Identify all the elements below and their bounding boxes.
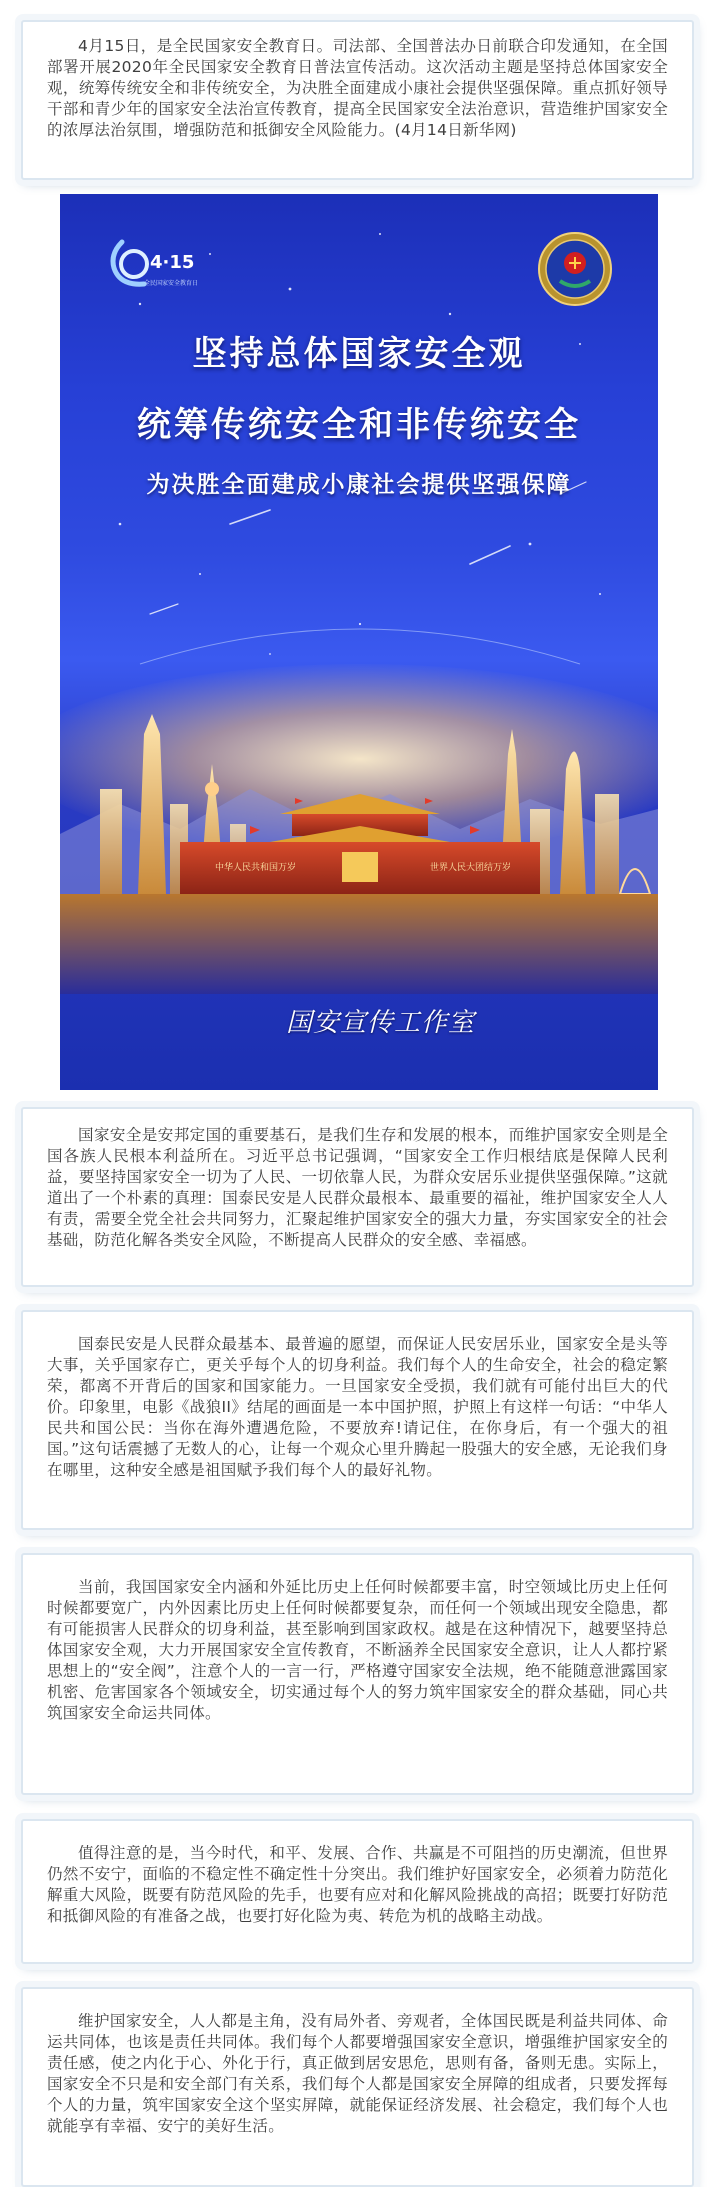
paragraph-1-text: 国家安全是安邦定国的重要基石，是我们生存和发展的根本，而维护国家安全则是全国各族人民根本利益所在。习近平总书记强调，“国家安全工作归根结底是保障人民利益，要坚持国家安全一切为了人民、一切依靠人民，为群众安居乐业提供坚强保障。”这就道出了一个朴素的真理：国泰民安是人民群众最根本、最重要的福祉，维护国家安全人人有责，需要全党全社会共同努力，汇聚起维护国家安全的强大力量，夯实国家安全的社会基础，防范化解各类安全风险，不断提高人民群众的安全感、幸福感。 [47,1126,668,1249]
paragraph-5-text: 维护国家安全，人人都是主角，没有局外者、旁观者，全体国民既是利益共同体、命运共同体，也该是责任共同体。我们每个人都要增强国家安全意识，增强维护国家安全的责任感，使之内化于心、外化于行，真正做到居安思危，思则有备，备则无患。实际上，国家安全不只是和安全部门有关系，我们每个人都是国家安全屏障的组成者，只要发挥每个人的力量，筑牢国家安全这个坚实屏障，就能保证经济发展、社会稳定，我们每个人也就能享有幸福、安宁的美好生活。 [47,2012,668,2135]
intro-text: 4月15日，是全民国家安全教育日。司法部、全国普法办日前联合印发通知，在全国部署开展2020年全民国家安全教育日普法宣传活动。这次活动主题是坚持总体国家安全观，统筹传统安全和非传统安全，为决胜全面建成小康社会提供坚强保障。重点抓好领导干部和青少年的国家安全法治宣传教育，提高全民国家安全法治意识，营造维护国家安全的浓厚法治氛围，增强防范和抵御安全风险能力。(4月14日新华网) [47,37,668,139]
poster-subtitle: 为决胜全面建成小康社会提供坚强保障 [146,472,572,498]
paragraph-card-2 [21,1310,694,1530]
paragraph-4-text: 值得注意的是，当今时代，和平、发展、合作、共赢是不可阻挡的历史潮流，但世界仍然不安宁，面临的不稳定性不确定性十分突出。我们维护好国家安全，必须着力防范化解重大风险，既要有防范风险的先手，也要有应对和化解风险挑战的高招；既要打好防范和抵御风险的有准备之战，也要打好化险为夷、转危为机的战略主动战。 [47,1844,668,1925]
paragraph-card-1 [21,1107,694,1287]
poster-title-line1: 坚持总体国家安全观 [192,334,526,374]
paragraph-card-4 [21,1819,694,1964]
gate-left-sign: 中华人民共和国万岁 [215,863,297,873]
paragraph-2-text: 国泰民安是人民群众最基本、最普遍的愿望，而保证人民安居乐业，国家安全是头等大事，关乎国家存亡，更关乎每个人的切身利益。我们每个人的生命安全，社会的稳定繁荣，都离不开背后的国家和国家能力。一旦国家安全受损，我们就有可能付出巨大的代价。印象里，电影《战狼II》结尾的画面是一本中国护照，护照上有这样一句话：“中华人民共和国公民：当你在海外遭遇危险，不要放弃!请记住，在你身后，有一个强大的祖国。”这句话震撼了无数人的心，让每一个观众心里升腾起一股强大的安全感，无论我们身在哪里，这种安全感是祖国赋予我们每个人的最好礼物。 [47,1335,668,1479]
poster-title-line2: 统筹传统安全和非传统安全 [137,405,581,445]
poster-signature: 国安宣传工作室 [286,1008,476,1038]
logo-415-caption: 全民国家安全教育日 [144,280,199,287]
city-skyline-illustration [60,694,658,998]
paragraph-card-3 [21,1553,694,1795]
gate-right-sign: 世界人民大团结万岁 [430,863,512,873]
police-emblem-icon [536,229,614,313]
paragraph-3-text: 当前，我国国家安全内涵和外延比历史上任何时候都要丰富，时空领域比历史上任何时候都要宽广，内外因素比历史上任何时候都要复杂，而任何一个领域出现安全隐患，都有可能损害人民群众的切身利益，甚至影响到国家政权。越是在这种情况下，越要坚持总体国家安全观，大力开展国家安全宣传教育，不断涵养全民国家安全意识，让人人都拧紧思想上的“安全阀”，注意个人的一言一行，严格遵守国家安全法规，绝不能随意泄露国家机密、危害国家各个领域安全，切实通过每个人的努力筑牢国家安全的群众基础，同心共筑国家安全命运共同体。 [47,1578,668,1722]
poster-image [60,194,658,1090]
logo-415-text: 4·15 [150,252,195,273]
intro-card [21,20,694,180]
paragraph-card-5 [21,1987,694,2187]
logo-415 [104,234,224,308]
